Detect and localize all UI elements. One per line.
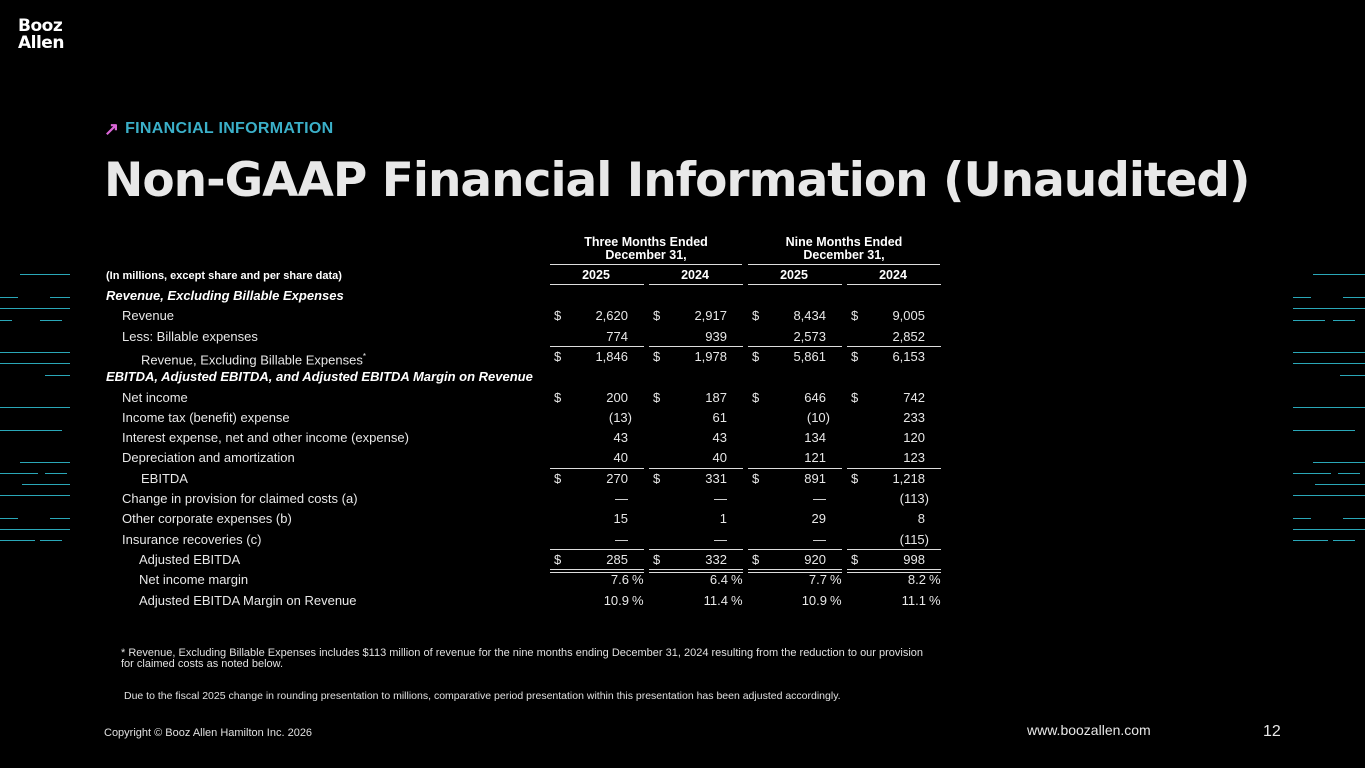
subtotal-rule [748,346,842,347]
table-row [104,428,944,448]
year-rule [748,284,842,285]
website-link[interactable]: www.boozallen.com [1027,722,1151,738]
subtotal-rule [847,468,941,469]
footnote-marker: * [362,351,366,361]
cell-value: 8 [917,511,925,527]
dollar-sign: $ [752,470,760,486]
dollar-sign: $ [554,470,562,486]
dollar-sign: $ [653,389,661,405]
cell-value: 11.4 [703,592,728,608]
total-double-rule [748,569,842,573]
subtotal-rule [649,549,743,550]
cell-value: 332 [705,551,727,567]
cell-value: 270 [606,470,628,486]
row-label: EBITDA [141,470,188,486]
cell-value: (13) [608,409,632,425]
cell-value: 331 [705,470,727,486]
rounding-note: Due to the fiscal 2025 change in rounding presentation to millions, comparative period presentation within this presentation has been adjusted accordingly. [124,690,841,702]
copyright: Copyright © Booz Allen Hamilton Inc. 2026 [104,727,313,739]
arrow-up-right-icon: ↗ [104,119,120,139]
row-label: Change in provision for claimed costs (a) [122,491,358,506]
total-double-rule [649,569,743,573]
nine-months-header-line2: December 31, [803,248,885,262]
cell-value: 8,434 [793,308,826,324]
cell-value: 1,846 [595,348,628,364]
cell-value: — [615,531,628,547]
table-row [104,550,944,570]
percent-sign: % [929,592,941,608]
row-label: Net income margin [139,572,249,588]
cell-value: 8.2 [907,572,926,588]
logo-line-2: Allen [18,33,64,53]
cell-value: 40 [712,450,727,466]
cell-value: 29 [811,511,826,527]
cell-value: 2,573 [793,328,826,344]
cell-value: 939 [705,328,727,344]
dollar-sign: $ [752,308,760,324]
cell-value: (113) [899,491,929,506]
cell-value: 6,153 [892,348,925,364]
section-label: Revenue, Excluding Billable Expenses [106,288,344,303]
cell-value: — [615,491,628,506]
table-row [104,408,944,428]
three-months-header-line2: December 31, [605,248,687,262]
cell-value: 123 [903,450,925,466]
year-header-9m-2025: 2025 [780,268,808,282]
dollar-sign: $ [851,308,859,324]
dollar-sign: $ [653,470,661,486]
total-double-rule [550,569,644,573]
cell-value: 10.9 [801,592,827,608]
year-rule [550,284,644,285]
dollar-sign: $ [851,348,859,364]
cell-value: 11.1 [901,592,926,608]
row-label: Adjusted EBITDA Margin on Revenue [139,592,357,608]
row-label: Other corporate expenses (b) [122,511,292,527]
cell-value: 200 [606,389,628,405]
table-row [104,469,944,489]
cell-value: 15 [613,511,628,527]
table-row [104,448,944,468]
percent-sign: % [731,592,743,608]
table-row [104,327,944,347]
subtotal-rule [550,468,644,469]
cell-value: 233 [903,409,925,425]
logo-line-1: Booz [18,16,63,36]
year-rule [649,284,743,285]
cell-value: 2,852 [892,328,925,344]
subtotal-rule [649,346,743,347]
dollar-sign: $ [554,348,562,364]
cell-value: 920 [804,551,826,567]
cell-value: (10) [806,409,830,425]
table-row [104,347,944,367]
dollar-sign: $ [653,551,661,567]
dollar-sign: $ [554,389,562,405]
year-header-3m-2025: 2025 [582,268,610,282]
cell-value: 6.4 [709,572,728,588]
percent-sign: % [929,572,941,588]
section-tag [104,120,333,138]
section-label: EBITDA, Adjusted EBITDA, and Adjusted EBITDA Margin on Revenue [106,369,533,385]
year-header-9m-2024: 2024 [879,268,907,282]
three-months-header-line1: Three Months Ended [584,235,708,249]
cell-value: 2,917 [694,308,727,324]
dollar-sign: $ [752,348,760,364]
nine-months-header [748,236,940,262]
table-row [104,570,944,590]
subtotal-rule [847,549,941,550]
percent-sign: % [731,572,743,588]
cell-value: 5,861 [793,348,826,364]
three-months-header [550,236,742,262]
cell-value: 285 [606,551,628,567]
subtotal-rule [748,468,842,469]
table-row [104,489,944,509]
cell-value: 7.6 [610,572,629,588]
table-row [104,591,944,611]
cell-value: 1 [719,511,727,527]
cell-value: 891 [804,470,826,486]
cell-value: 61 [712,409,727,425]
dollar-sign: $ [851,470,859,486]
right-decorative-lines [1293,270,1365,550]
dollar-sign: $ [653,308,661,324]
cell-value: 1,978 [694,348,727,364]
cell-value: 43 [613,430,628,446]
cell-value: — [714,491,727,506]
cell-value: 43 [712,430,727,446]
percent-sign: % [830,592,842,608]
row-label: Adjusted EBITDA [139,551,241,567]
percent-sign: % [632,592,644,608]
booz-allen-logo [18,18,64,52]
subtotal-rule [550,549,644,550]
cell-value: 187 [705,389,727,405]
table-row [104,530,944,550]
percent-sign: % [830,572,842,588]
nine-months-header-line1: Nine Months Ended [785,235,903,249]
row-label: Revenue, Excluding Billable Expenses* [141,351,366,368]
units-note: (In millions, except share and per share data) [106,270,342,282]
cell-value: 742 [903,389,925,405]
year-rule [847,284,941,285]
dollar-sign: $ [752,389,760,405]
page-number: 12 [1263,723,1281,740]
cell-value: (115) [899,531,929,547]
cell-value: — [714,531,727,547]
row-label: Net income [122,389,188,405]
cell-value: 40 [613,450,628,466]
cell-value: 121 [804,450,826,466]
page-title: Non-GAAP Financial Information (Unaudited) [104,153,1250,208]
row-label: Income tax (benefit) expense [122,409,290,425]
table-row [104,306,944,326]
section-header-row [104,286,944,306]
table-row [104,388,944,408]
subtotal-rule [847,346,941,347]
cell-value: 7.7 [808,572,827,588]
subtotal-rule [748,549,842,550]
section-tag-label: FINANCIAL INFORMATION [125,120,334,137]
cell-value: 134 [804,430,826,446]
dollar-sign: $ [851,551,859,567]
cell-value: 10.9 [603,592,629,608]
revenue-footnote: * Revenue, Excluding Billable Expenses includes $113 million of revenue for the nine months ending December 31, 2024 resulting from the reduction to our provision for claimed costs as noted below. [121,647,924,670]
left-decorative-lines [0,270,72,550]
cell-value: 2,620 [595,308,628,324]
row-label: Depreciation and amortization [122,450,295,466]
cell-value: 9,005 [892,308,925,324]
year-header-3m-2024: 2024 [681,268,709,282]
cell-value: 646 [804,389,826,405]
dollar-sign: $ [752,551,760,567]
cell-value: — [813,491,826,506]
dollar-sign: $ [554,551,562,567]
section-header-row [104,367,944,387]
cell-value: 774 [606,328,628,344]
dollar-sign: $ [851,389,859,405]
dollar-sign: $ [554,308,562,324]
row-label: Interest expense, net and other income (expense) [122,430,409,446]
row-label: Less: Billable expenses [122,328,258,344]
cell-value: 998 [903,551,925,567]
table-row [104,509,944,529]
row-label: Insurance recoveries (c) [122,531,262,547]
nine-months-header-rule [748,264,940,265]
total-double-rule [847,569,941,573]
cell-value: 120 [903,430,925,446]
subtotal-rule [550,346,644,347]
cell-value: 1,218 [892,470,925,486]
cell-value: — [813,531,826,547]
three-months-header-rule [550,264,742,265]
subtotal-rule [649,468,743,469]
row-label: Revenue [122,308,175,324]
percent-sign: % [632,572,644,588]
dollar-sign: $ [653,348,661,364]
